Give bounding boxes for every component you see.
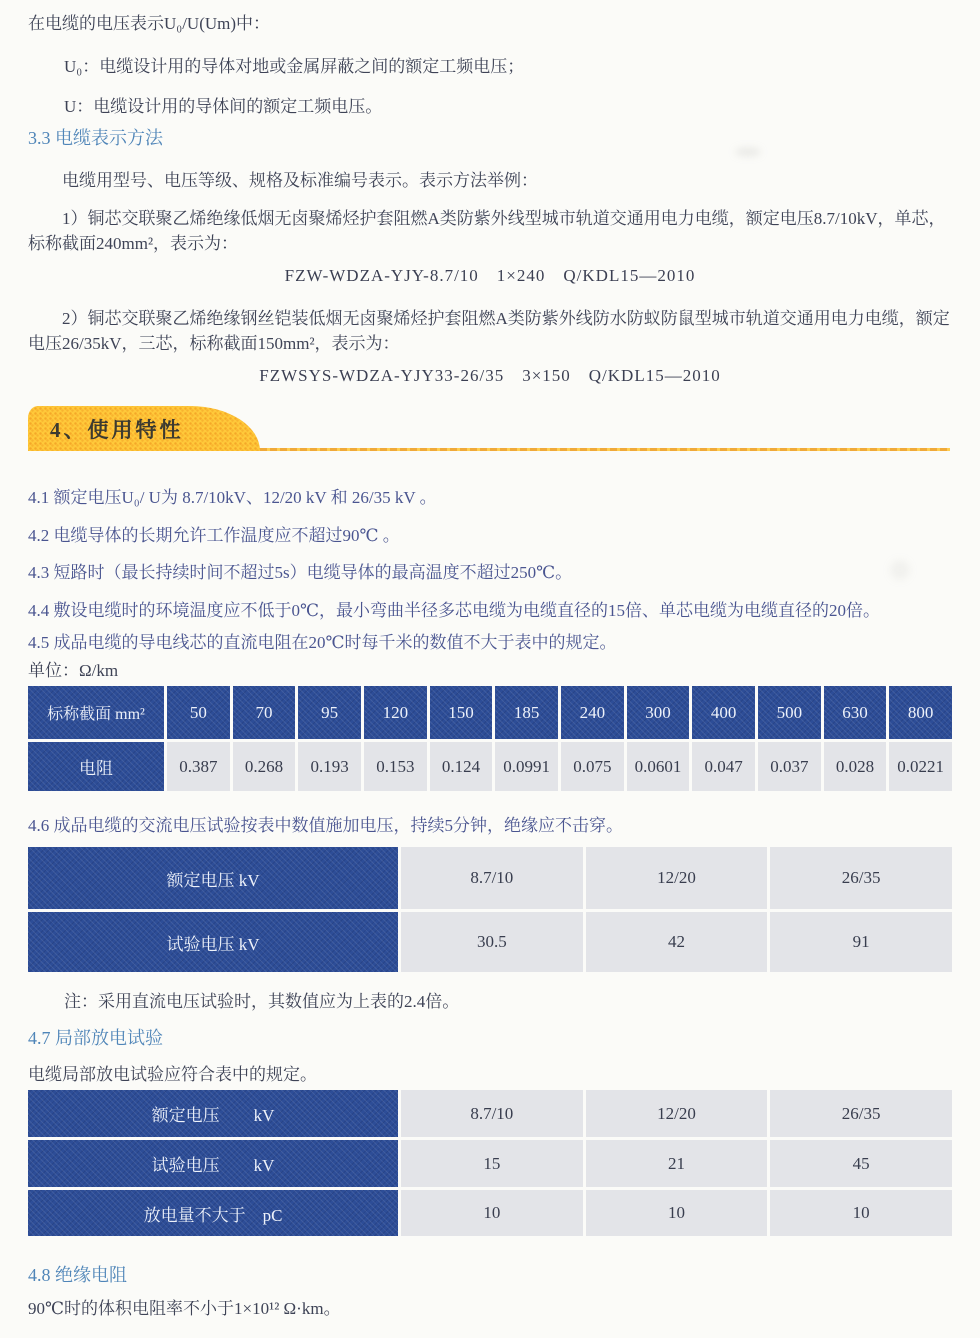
dc-resistance-table — [28, 686, 952, 791]
resistance-value-cell: 0.037 — [758, 742, 821, 791]
item-4-5: 4.5 成品电缆的导电线芯的直流电阻在20℃时每千米的数值不大于表中的规定。 — [28, 633, 617, 652]
rated-voltage-value-cell: 12/20 — [586, 1090, 768, 1137]
resistance-value-cell: 0.0991 — [495, 742, 558, 791]
item-4-2: 4.2 电缆导体的长期允许工作温度应不超过90℃ 。 — [28, 526, 400, 545]
dc-test-note: 注：采用直流电压试验时，其数值应为上表的2.4倍。 — [64, 992, 460, 1011]
partial-discharge-intro: 电缆局部放电试验应符合表中的规定。 — [28, 1065, 317, 1084]
rated-voltage-value-cell: 12/20 — [586, 847, 768, 909]
nominal-section-value-cell: 95 — [298, 686, 361, 739]
banner-title: 4、使用特性 — [50, 417, 184, 442]
nominal-section-value-cell: 630 — [824, 686, 887, 739]
example-2-code: FZWSYS-WDZA-YJY33-26/35 3×150 Q/KDL15—2010 — [259, 366, 721, 385]
resistance-value-cell: 0.075 — [561, 742, 624, 791]
test-voltage-label-cell: 试验电压 kV — [28, 912, 398, 972]
nominal-section-value-cell: 185 — [495, 686, 558, 739]
test-voltage-label-cell: 试验电压 kV — [28, 1140, 398, 1187]
nominal-section-corner-cell: 标称截面 mm² — [28, 686, 164, 739]
resistance-value-cell: 0.047 — [692, 742, 755, 791]
section-4-8-heading: 4.8 绝缘电阻 — [28, 1265, 127, 1285]
discharge-limit-label-cell: 放电量不大于 pC — [28, 1190, 398, 1236]
resistance-value-cell: 0.0221 — [889, 742, 952, 791]
resistance-value-cell: 0.028 — [824, 742, 887, 791]
item-4-1: 4.1 额定电压U₀/ U为 8.7/10kV、12/20 kV 和 26/35 kV 。 — [28, 488, 437, 507]
rated-voltage-value-cell: 26/35 — [770, 847, 952, 909]
ac-voltage-test-table — [28, 847, 952, 972]
discharge-limit-value-cell: 10 — [586, 1190, 768, 1236]
resistance-value-cell: 0.124 — [430, 742, 493, 791]
representation-intro: 电缆用型号、电压等级、规格及标准编号表示。表示方法举例： — [62, 171, 538, 190]
test-voltage-value-cell: 42 — [586, 912, 768, 972]
section-3-3-heading: 3.3 电缆表示方法 — [28, 128, 163, 148]
nominal-section-value-cell: 500 — [758, 686, 821, 739]
partial-discharge-table — [28, 1090, 952, 1236]
rated-voltage-value-cell: 8.7/10 — [401, 1090, 583, 1137]
nominal-section-value-cell: 50 — [167, 686, 230, 739]
item-4-4: 4.4 敷设电缆时的环境温度应不低于0℃，最小弯曲半径多芯电缆为电缆直径的15倍、单芯电缆为电缆直径的20倍。 — [28, 601, 881, 620]
section-4-banner — [28, 406, 952, 451]
example-2-text: 2）铜芯交联聚乙烯绝缘钢丝铠装低烟无卤聚烯烃护套阻燃A类防紫外线防水防蚁防鼠型城市轨道交通用电力电缆，额定电压26/35kV，三芯，标称截面150mm²，表示为： — [28, 309, 950, 353]
nominal-section-value-cell: 70 — [233, 686, 296, 739]
test-voltage-value-cell: 30.5 — [401, 912, 583, 972]
scan-artifact — [735, 148, 761, 156]
test-voltage-value-cell: 45 — [770, 1140, 952, 1187]
unit-label: 单位：Ω/km — [28, 661, 119, 680]
test-voltage-value-cell: 21 — [586, 1140, 768, 1187]
resistance-value-cell: 0.387 — [167, 742, 230, 791]
test-voltage-value-cell: 15 — [401, 1140, 583, 1187]
rated-voltage-value-cell: 8.7/10 — [401, 847, 583, 909]
resistance-row-label-cell: 电阻 — [28, 742, 164, 791]
item-4-6: 4.6 成品电缆的交流电压试验按表中数值施加电压，持续5分钟，绝缘应不击穿。 — [28, 816, 623, 835]
scan-artifact — [890, 560, 910, 580]
example-1-text: 1）铜芯交联聚乙烯绝缘低烟无卤聚烯烃护套阻燃A类防紫外线型城市轨道交通用电力电缆，额定电压8.7/10kV，单芯，标称截面240mm²，表示为： — [28, 209, 946, 253]
banner-shape — [28, 406, 260, 451]
nominal-section-value-cell: 240 — [561, 686, 624, 739]
insulation-resistance-text: 90℃时的体积电阻率不小于1×10¹² Ω·km。 — [28, 1299, 341, 1318]
resistance-value-cell: 0.193 — [298, 742, 361, 791]
nominal-section-value-cell: 800 — [889, 686, 952, 739]
resistance-value-cell: 0.0601 — [627, 742, 690, 791]
rated-voltage-value-cell: 26/35 — [770, 1090, 952, 1137]
example-1-code: FZW-WDZA-YJY-8.7/10 1×240 Q/KDL15—2010 — [284, 266, 696, 285]
section-4-7-heading: 4.7 局部放电试验 — [28, 1028, 163, 1048]
nominal-section-value-cell: 400 — [692, 686, 755, 739]
nominal-section-value-cell: 300 — [627, 686, 690, 739]
rated-voltage-label-cell: 额定电压 kV — [28, 847, 398, 909]
nominal-section-value-cell: 150 — [430, 686, 493, 739]
resistance-value-cell: 0.153 — [364, 742, 427, 791]
rated-voltage-label-cell: 额定电压 kV — [28, 1090, 398, 1137]
item-4-3: 4.3 短路时（最长持续时间不超过5s）电缆导体的最高温度不超过250℃。 — [28, 563, 573, 582]
u-definition: U：电缆设计用的导体间的额定工频电压。 — [64, 97, 383, 116]
discharge-limit-value-cell: 10 — [401, 1190, 583, 1236]
resistance-value-cell: 0.268 — [233, 742, 296, 791]
u0-definition: U₀：电缆设计用的导体对地或金属屏蔽之间的额定工频电压； — [64, 57, 525, 76]
nominal-section-value-cell: 120 — [364, 686, 427, 739]
test-voltage-value-cell: 91 — [770, 912, 952, 972]
discharge-limit-value-cell: 10 — [770, 1190, 952, 1236]
intro-line: 在电缆的电压表示U₀/U(Um)中： — [28, 14, 271, 33]
